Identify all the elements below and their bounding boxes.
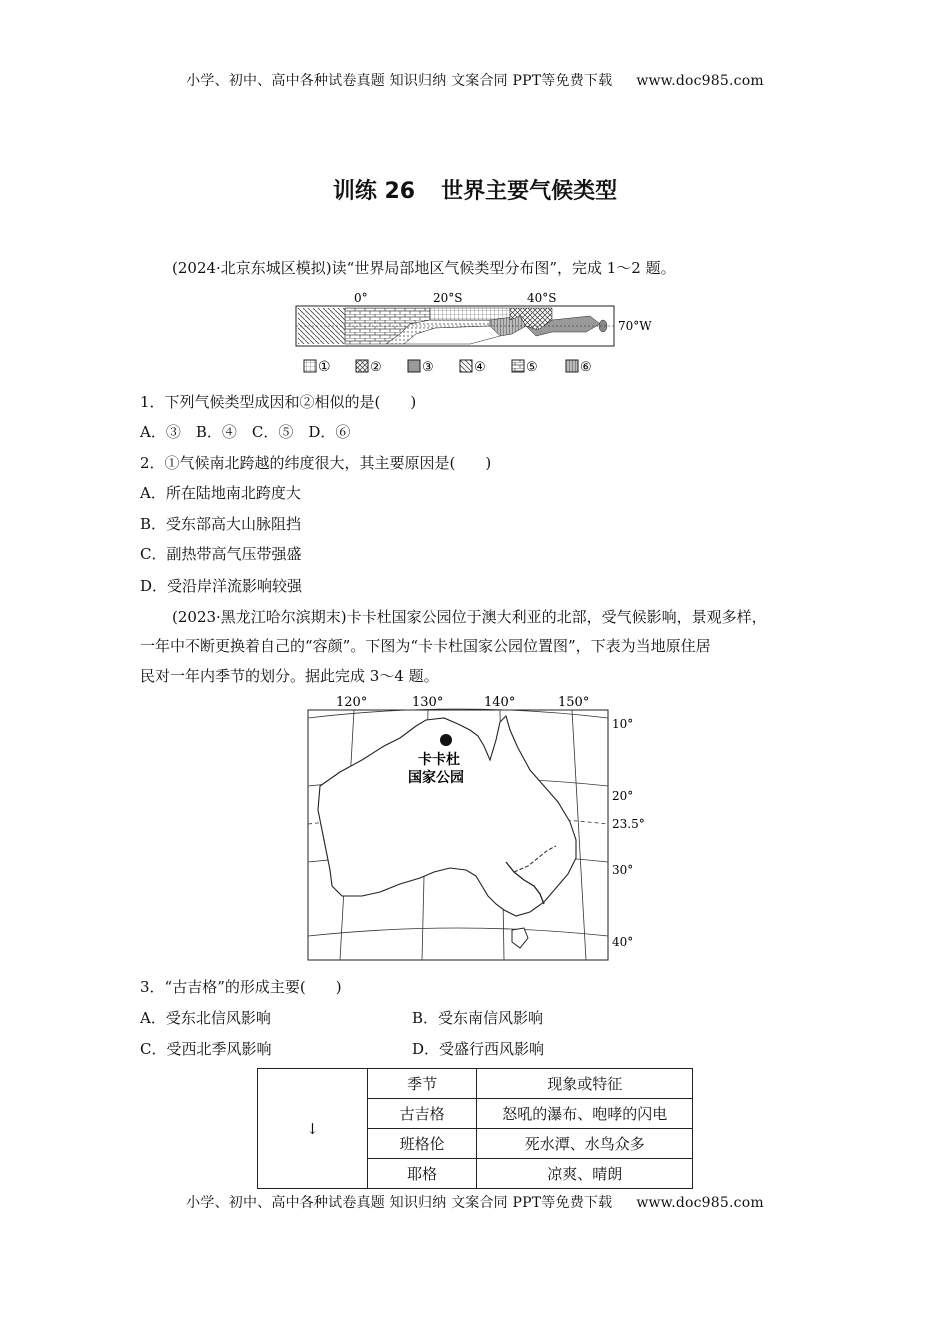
lat-label-30: 30°: [612, 863, 634, 877]
q3-option-c: C．受西北季风影响: [140, 1040, 272, 1058]
table-cell: 古吉格: [367, 1099, 477, 1129]
lon-label-120: 120°: [336, 695, 368, 710]
q2-option-d: D．受沿岸洋流影响较强: [140, 577, 303, 595]
legend-6: ⑥: [580, 360, 592, 375]
q2-option-a: A．所在陆地南北跨度大: [140, 484, 301, 502]
park-label-2: 国家公园: [408, 770, 464, 786]
header-text: 小学、初中、高中各种试卷真题 知识归纳 文案合同 PPT等免费下载: [186, 73, 613, 89]
season-table: [257, 1068, 693, 1189]
lon-label-130: 130°: [412, 695, 444, 710]
legend-2: ②: [370, 360, 382, 375]
table-cell: 耶格: [367, 1159, 477, 1189]
kakadu-marker: [440, 734, 452, 746]
header-site[interactable]: www.doc985.com: [636, 73, 764, 89]
q2-option-b: B．受东部高大山脉阻挡: [140, 515, 302, 533]
lon-label-140: 140°: [484, 695, 516, 710]
intro-2-line-2: 一年中不断更换着自己的“容颜”。下图为“卡卡杜国家公园位置图”，下表为当地原住居: [140, 637, 711, 655]
table-cell: 怒吼的瀑布、咆哮的闪电: [477, 1099, 693, 1129]
lat-label-20: 20°: [612, 789, 634, 803]
lat-label-0: 0°: [354, 291, 368, 305]
intro-2-line-3: 民对一年内季节的划分。据此完成 3～4 题。: [140, 667, 439, 685]
footer-site[interactable]: www.doc985.com: [636, 1195, 764, 1211]
page-title: [0, 174, 950, 205]
page-header: [0, 70, 950, 90]
footer-text: 小学、初中、高中各种试卷真题 知识归纳 文案合同 PPT等免费下载: [186, 1195, 613, 1211]
australia-map-figure: [300, 690, 660, 962]
intro-2-line-1: (2023·黑龙江哈尔滨期末)卡卡杜国家公园位于澳大利亚的北部，受气候影响，景观多样，: [172, 608, 767, 626]
q3-option-d: D．受盛行西风影响: [412, 1040, 545, 1058]
lat-label-10: 10°: [612, 717, 634, 731]
table-header-feature: 现象或特征: [477, 1069, 693, 1099]
legend-5: ⑤: [526, 360, 538, 375]
legend-3: ③: [422, 360, 434, 375]
legend-1: ①: [318, 359, 331, 375]
title-topic: 世界主要气候类型: [441, 179, 618, 204]
lat-label-23-5: 23.5°: [612, 817, 645, 831]
intro-1: (2024·北京东城区模拟)读“世界局部地区气候类型分布图”，完成 1～2 题。: [172, 259, 676, 277]
table-cell: 死水潭、水鸟众多: [477, 1129, 693, 1159]
q3-stem: 3．“古吉格”的形成主要( ): [140, 978, 342, 996]
q1-stem: 1．下列气候类型成因和②相似的是( ): [140, 393, 417, 411]
q3-option-a: A．受东北信风影响: [140, 1009, 271, 1027]
lon-label-150: 150°: [558, 695, 590, 710]
q2-option-c: C．副热带高气压带强盛: [140, 545, 302, 563]
table-cell: 班格伦: [367, 1129, 477, 1159]
q1-options: A．③ B．④ C．⑤ D．⑥: [140, 423, 351, 441]
lat-label-40: 40°: [612, 935, 634, 949]
table-header-row: [258, 1069, 693, 1099]
lat-label-20s: 20°S: [433, 291, 463, 305]
page-footer: [0, 1192, 950, 1212]
lon-label-70w: 70°W: [618, 319, 652, 333]
q3-option-b: B．受东南信风影响: [412, 1009, 544, 1027]
table-header-season: 季节: [367, 1069, 477, 1099]
legend: [304, 359, 592, 375]
q2-stem: 2．①气候南北跨越的纬度很大，其主要原因是( ): [140, 454, 492, 472]
climate-map-figure: [290, 290, 670, 380]
legend-4: ④: [474, 360, 486, 375]
park-label-1: 卡卡杜: [418, 752, 460, 768]
title-number: 训练 26: [332, 179, 416, 204]
lat-label-40s: 40°S: [527, 291, 557, 305]
table-cell: 凉爽、晴朗: [477, 1159, 693, 1189]
arrow-cell: ↓: [258, 1069, 368, 1189]
